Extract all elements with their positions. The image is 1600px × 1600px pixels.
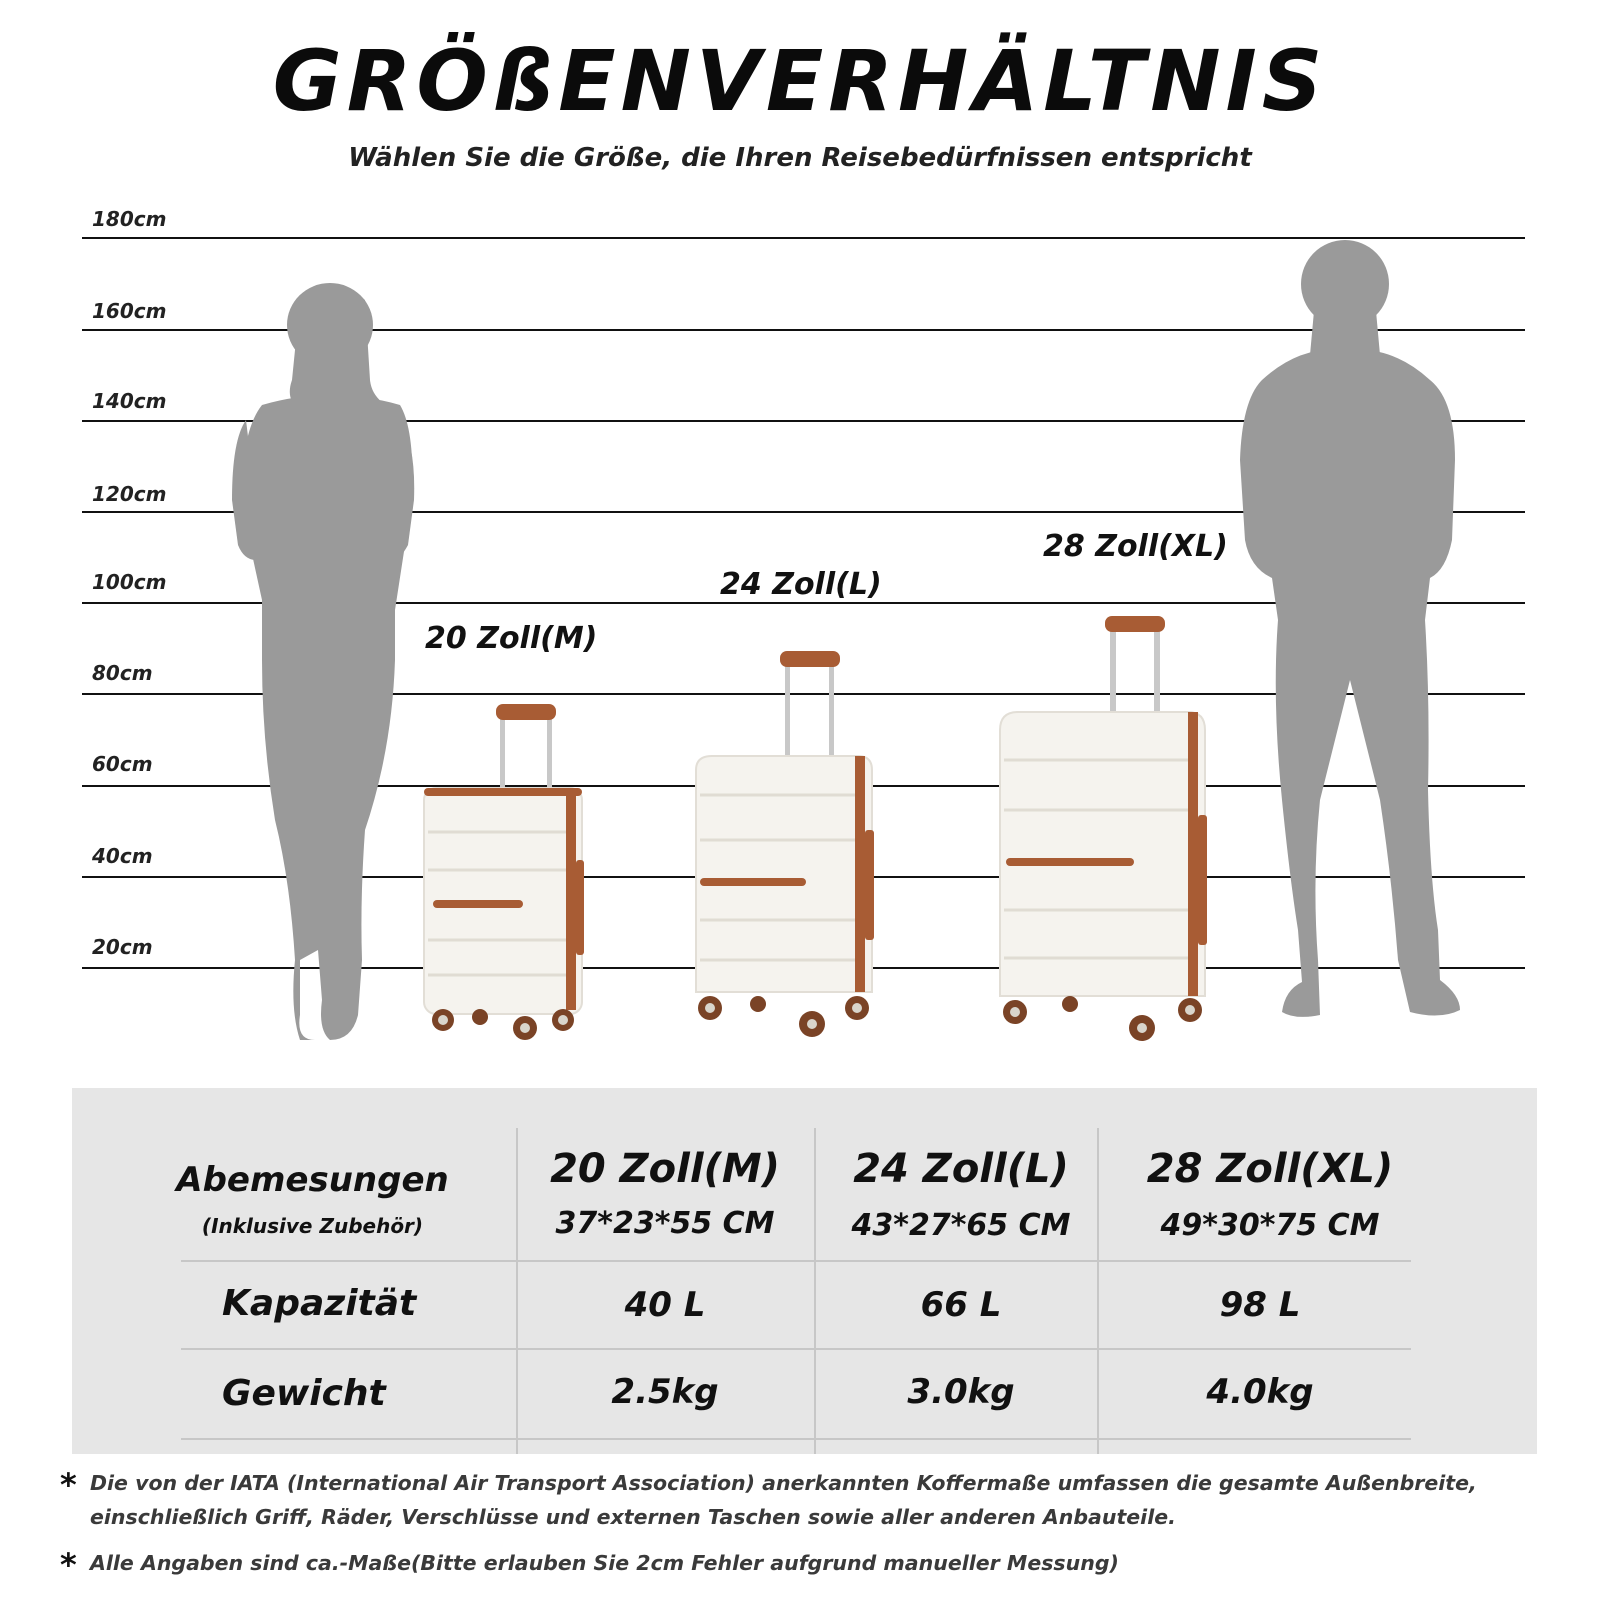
page-subtitle: Wählen Sie die Größe, die Ihren Reisebedürfnissen entspricht bbox=[348, 143, 1252, 173]
suitcase-xl bbox=[1000, 616, 1207, 1041]
weight-label: Gewicht bbox=[222, 1373, 386, 1414]
footnote-star: * bbox=[60, 1546, 77, 1584]
scale-label: 60cm bbox=[92, 752, 153, 776]
capacity-label: Kapazität bbox=[222, 1283, 417, 1324]
column-size-l: 24 Zoll(L) bbox=[853, 1146, 1069, 1192]
footnote-star: * bbox=[60, 1466, 77, 1504]
table-divider bbox=[181, 1260, 1411, 1262]
footnote-approx: Alle Angaben sind ca.-Maße(Bitte erlauben Sie 2cm Fehler aufgrund manueller Messung) bbox=[90, 1551, 1119, 1575]
weight-value-xl: 4.0kg bbox=[1206, 1372, 1314, 1412]
table-divider bbox=[516, 1128, 518, 1454]
woman-silhouette bbox=[232, 283, 414, 1040]
table-divider bbox=[181, 1348, 1411, 1350]
column-size-xl: 28 Zoll(XL) bbox=[1146, 1146, 1394, 1192]
footnote-iata bbox=[90, 1466, 1570, 1534]
suitcase-label-l: 24 Zoll(L) bbox=[720, 567, 882, 602]
scale-label: 180cm bbox=[92, 207, 167, 231]
weight-value-m: 2.5kg bbox=[611, 1372, 719, 1412]
column-dims-xl: 49*30*75 CM bbox=[1160, 1208, 1380, 1243]
column-dims-m: 37*23*55 CM bbox=[555, 1206, 775, 1241]
column-size-m: 20 Zoll(M) bbox=[550, 1146, 780, 1192]
scale-label: 120cm bbox=[92, 482, 167, 506]
man-silhouette bbox=[1240, 240, 1460, 1017]
footnote-iata-line1: Die von der IATA (International Air Transport Association) anerkannten Koffermaße umfassen die gesamte Außenbreite, bbox=[90, 1471, 1477, 1495]
dimensions-header: Abemesungen bbox=[176, 1160, 449, 1200]
capacity-value-l: 66 L bbox=[920, 1285, 1002, 1325]
scale-label: 40cm bbox=[92, 844, 153, 868]
scale-label: 80cm bbox=[92, 661, 153, 685]
table-divider bbox=[181, 1438, 1411, 1440]
suitcase-label-m: 20 Zoll(M) bbox=[425, 621, 598, 656]
suitcase-m bbox=[424, 704, 584, 1040]
table-divider bbox=[1097, 1128, 1099, 1454]
dimensions-subheader: (Inklusive Zubehör) bbox=[201, 1214, 424, 1238]
footnote-iata-line2: einschließlich Griff, Räder, Verschlüsse und externen Taschen sowie aller anderen Anbauteile. bbox=[90, 1505, 1176, 1529]
capacity-value-xl: 98 L bbox=[1219, 1285, 1301, 1325]
scale-label: 20cm bbox=[92, 935, 153, 959]
scale-label: 100cm bbox=[92, 570, 167, 594]
column-dims-l: 43*27*65 CM bbox=[851, 1208, 1071, 1243]
capacity-value-m: 40 L bbox=[624, 1285, 706, 1325]
scale-label: 160cm bbox=[92, 299, 167, 323]
suitcase-label-xl: 28 Zoll(XL) bbox=[1043, 529, 1228, 564]
scale-label: 140cm bbox=[92, 389, 167, 413]
table-divider bbox=[814, 1128, 816, 1454]
page-title: GRÖßENVERHÄLTNIS bbox=[272, 32, 1328, 130]
suitcase-l bbox=[696, 651, 874, 1037]
weight-value-l: 3.0kg bbox=[907, 1372, 1015, 1412]
